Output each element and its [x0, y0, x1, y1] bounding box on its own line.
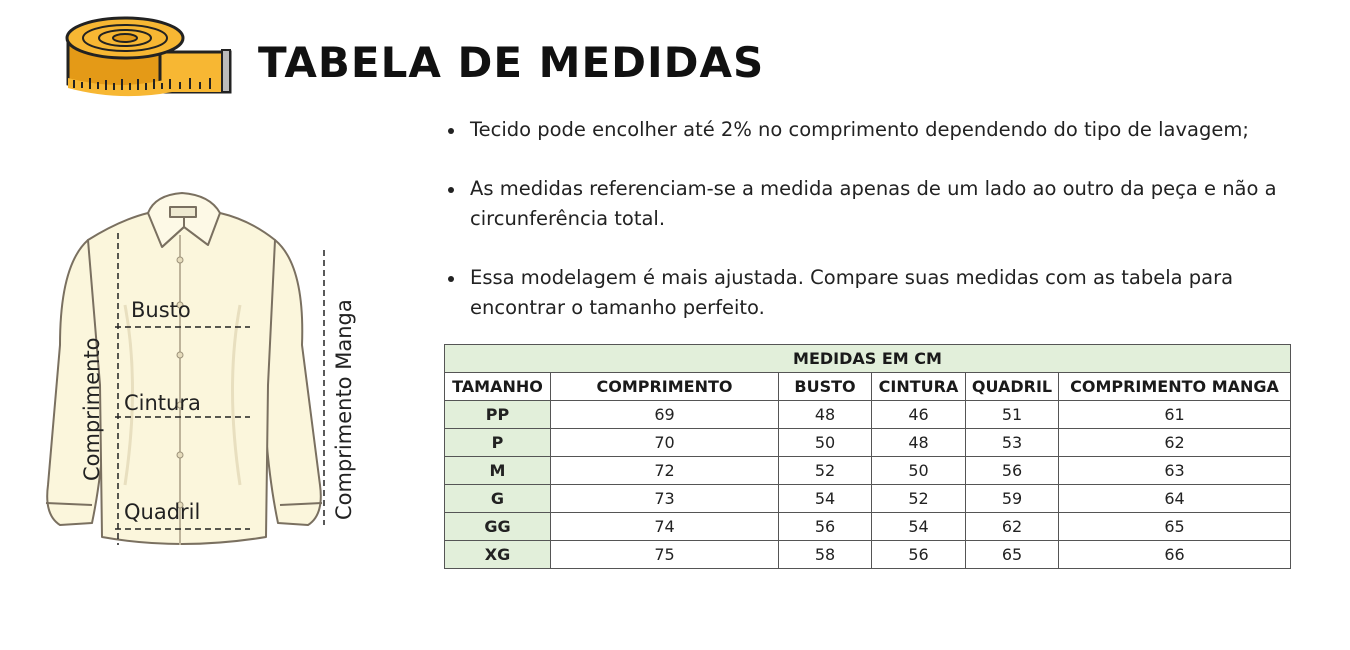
table-cell: 69 — [551, 401, 779, 429]
table-cell: 61 — [1059, 401, 1291, 429]
table-cell: 62 — [1059, 429, 1291, 457]
table-cell: 62 — [966, 513, 1059, 541]
table-cell: 52 — [779, 457, 872, 485]
column-header: BUSTO — [779, 373, 872, 401]
column-header: COMPRIMENTO MANGA — [1059, 373, 1291, 401]
table-cell: 54 — [872, 513, 966, 541]
table-row — [445, 401, 1291, 429]
table-cell: 54 — [779, 485, 872, 513]
size-table — [444, 344, 1291, 569]
table-header-row — [445, 373, 1291, 401]
column-header: QUADRIL — [966, 373, 1059, 401]
size-cell: GG — [445, 513, 551, 541]
label-comprimento-manga: Comprimento Manga — [332, 299, 356, 520]
note-item: As medidas referenciam-se a medida apenas de um lado ao outro da peça e não a circunferência total. — [445, 174, 1325, 234]
table-cell: 58 — [779, 541, 872, 569]
note-item: Essa modelagem é mais ajustada. Compare suas medidas com as tabela para encontrar o tamanho perfeito. — [445, 263, 1325, 323]
notes-list — [445, 115, 1325, 323]
table-row — [445, 485, 1291, 513]
table-caption-row — [445, 345, 1291, 373]
table-cell: 59 — [966, 485, 1059, 513]
page-title: TABELA DE MEDIDAS — [258, 38, 765, 87]
table-caption: MEDIDAS EM CM — [445, 345, 1291, 373]
table-cell: 66 — [1059, 541, 1291, 569]
table-cell: 48 — [779, 401, 872, 429]
size-cell: M — [445, 457, 551, 485]
label-comprimento: Comprimento — [80, 337, 104, 481]
table-cell: 46 — [872, 401, 966, 429]
size-cell: G — [445, 485, 551, 513]
size-cell: XG — [445, 541, 551, 569]
table-cell: 73 — [551, 485, 779, 513]
label-quadril: Quadril — [124, 500, 201, 524]
table-cell: 51 — [966, 401, 1059, 429]
column-header: COMPRIMENTO — [551, 373, 779, 401]
size-cell: PP — [445, 401, 551, 429]
label-busto: Busto — [131, 298, 191, 322]
table-cell: 48 — [872, 429, 966, 457]
column-header: TAMANHO — [445, 373, 551, 401]
table-cell: 50 — [872, 457, 966, 485]
table-cell: 56 — [966, 457, 1059, 485]
table-cell: 75 — [551, 541, 779, 569]
table-cell: 56 — [779, 513, 872, 541]
measuring-tape-icon — [60, 12, 235, 97]
table-row — [445, 457, 1291, 485]
size-cell: P — [445, 429, 551, 457]
table-cell: 65 — [1059, 513, 1291, 541]
label-cintura: Cintura — [124, 391, 201, 415]
table-cell: 64 — [1059, 485, 1291, 513]
table-row — [445, 513, 1291, 541]
table-cell: 56 — [872, 541, 966, 569]
table-cell: 74 — [551, 513, 779, 541]
note-item: Tecido pode encolher até 2% no comprimento dependendo do tipo de lavagem; — [445, 115, 1325, 145]
table-row — [445, 429, 1291, 457]
table-cell: 70 — [551, 429, 779, 457]
table-row — [445, 541, 1291, 569]
table-cell: 52 — [872, 485, 966, 513]
column-header: CINTURA — [872, 373, 966, 401]
table-cell: 63 — [1059, 457, 1291, 485]
table-cell: 50 — [779, 429, 872, 457]
table-cell: 65 — [966, 541, 1059, 569]
table-cell: 53 — [966, 429, 1059, 457]
table-cell: 72 — [551, 457, 779, 485]
